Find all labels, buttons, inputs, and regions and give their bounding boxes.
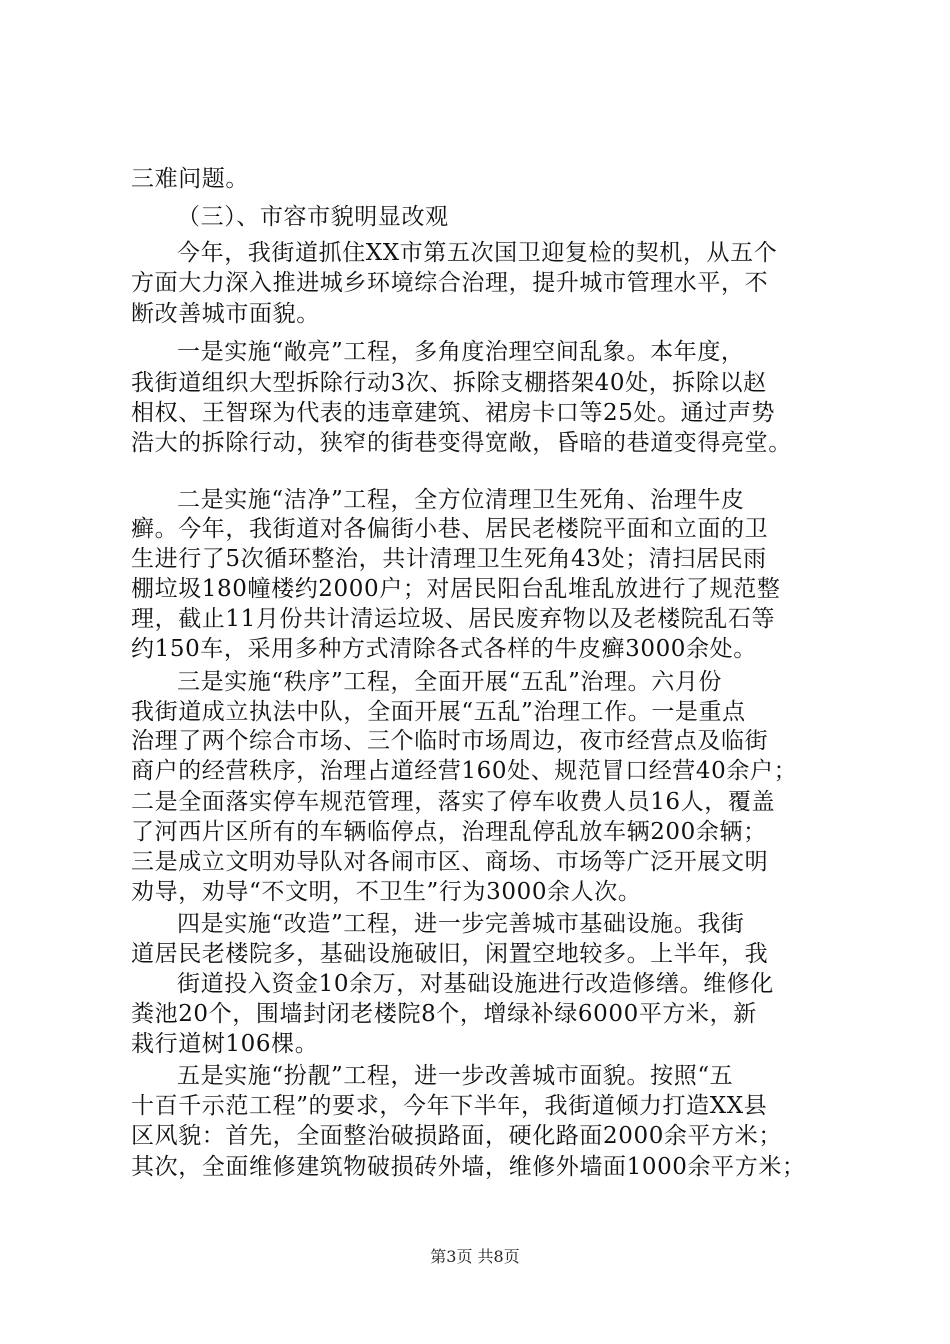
text-line: 约150车，采用多种方式清除各式各样的牛皮癣3000余处。 [131, 636, 757, 662]
text-line: 十百千示范工程”的要求，今年下半年，我街道倾力打造XX县 [131, 1093, 768, 1119]
text-line: 治理了两个综合市场、三个临时市场周边，夜市经营点及临街 [131, 728, 769, 754]
text-line: 生进行了5次循环整治，共计清理卫生死角43处；清扫居民雨 [131, 546, 767, 572]
section-heading: （三）、市容市貌明显改观 [177, 204, 449, 230]
text-line: 方面大力深入推进城乡环境综合治理，提升城市管理水平，不 [131, 270, 769, 296]
text-line: 一是实施“敞亮”工程，多角度治理空间乱象。本年度， [177, 339, 745, 365]
text-line: 区风貌：首先，全面整治破损路面，硬化路面2000余平方米； [131, 1123, 782, 1149]
text-line: 三是成立文明劝导队对各闹市区、商场、市场等广泛开展文明 [131, 849, 769, 875]
text-line: 三是实施“秩序”工程，全面开展“五乱”治理。六月份 [177, 669, 723, 695]
text-line: 劝导，劝导“不文明，不卫生”行为3000余人次。 [131, 879, 642, 905]
text-line: 我街道成立执法中队，全面开展“五乱”治理工作。一是重点 [131, 699, 746, 725]
text-line: 二是全面落实停车规范管理，落实了停车收费人员16人，覆盖 [131, 789, 776, 815]
text-line: 栽行道树106棵。 [131, 1031, 319, 1057]
text-line: 浩大的拆除行动，狭窄的街巷变得宽敞，昏暗的巷道变得亮堂。 [131, 430, 792, 456]
text-line: 断改善城市面貌。 [131, 301, 320, 327]
text-line: 街道投入资金10余万，对基础设施进行改造修缮。维修化 [177, 971, 774, 997]
page-number-footer: 第3页 共8页 [430, 1247, 520, 1266]
text-line: 今年，我街道抓住XX市第五次国卫迎复检的契机，从五个 [177, 240, 778, 266]
text-line: 三难问题。 [131, 166, 249, 192]
text-line: 二是实施“洁净”工程，全方位清理卫生死角、治理牛皮 [177, 487, 745, 513]
text-line: 了河西片区所有的车辆临停点，治理乱停乱放车辆200余辆； [131, 819, 767, 845]
text-line: 其次，全面维修建筑物破损砖外墙，维修外墙面1000余平方米； [131, 1154, 806, 1180]
text-line: 道居民老楼院多，基础设施破旧，闲置空地较多。上半年，我 [131, 941, 769, 967]
text-line: 商户的经营秩序，治理占道经营160处、规范冒口经营40余户； [131, 758, 798, 784]
text-line: 相权、王智琛为代表的违章建筑、裙房卡口等25处。通过声势 [131, 400, 776, 426]
text-line: 我街道组织大型拆除行动3次、拆除支棚搭架40处，拆除以赵 [131, 370, 767, 396]
text-line: 癣。今年，我街道对各偏街小巷、居民老楼院平面和立面的卫 [131, 516, 769, 542]
text-line: 五是实施“扮靓”工程，进一步改善城市面貌。按照“五 [177, 1063, 734, 1089]
text-line: 粪池20个，围墙封闭老楼院8个，增绿补绿6000平方米，新 [131, 1001, 757, 1027]
text-line: 四是实施“改造”工程，进一步完善城市基础设施。我街 [177, 911, 745, 937]
text-line: 棚垃圾180幢楼约2000户；对居民阳台乱堆乱放进行了规范整 [131, 576, 781, 602]
text-line: 理，截止11月份共计清运垃圾、居民废弃物以及老楼院乱石等 [131, 606, 776, 632]
